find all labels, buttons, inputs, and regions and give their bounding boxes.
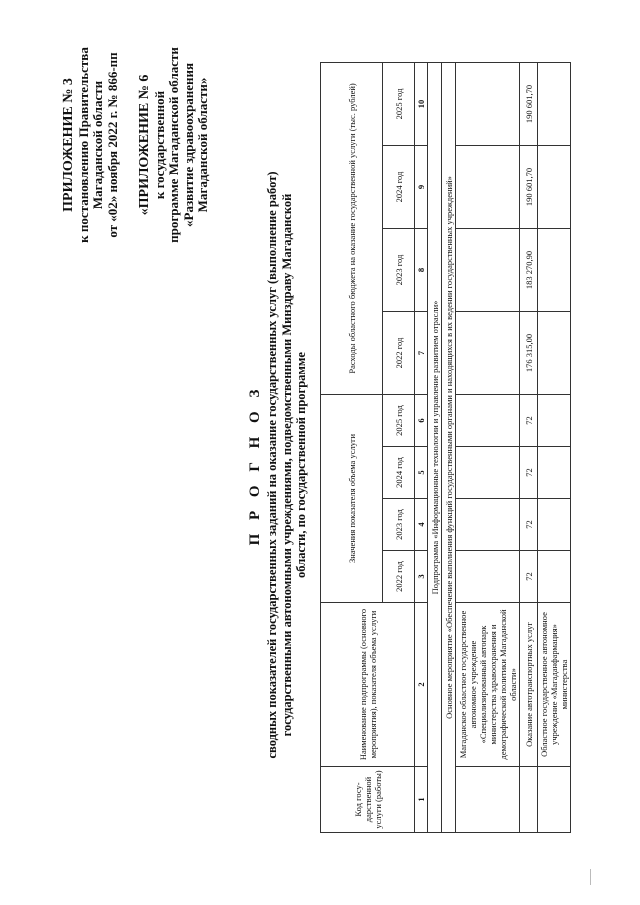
cell-volume	[538, 499, 571, 551]
header-year: 2024 год	[383, 145, 415, 228]
cell-budget	[456, 145, 520, 228]
cell-budget	[538, 145, 571, 228]
previous-appendix-line: «Развитие здравоохранения	[180, 63, 196, 227]
appendix-title: ПРИЛОЖЕНИЕ № 3	[61, 78, 76, 212]
cell-budget: 183 270,90	[520, 228, 538, 311]
forecast-table	[320, 62, 571, 833]
header-year: 2025 год	[383, 394, 415, 446]
table-row	[538, 62, 571, 832]
cell-budget	[456, 311, 520, 394]
cell-volume	[456, 499, 520, 551]
cell-code	[538, 767, 571, 833]
cell-volume	[538, 551, 571, 603]
cell-volume: 72	[520, 394, 538, 446]
header-year: 2023 год	[383, 228, 415, 311]
column-number: 5	[415, 447, 428, 499]
cell-volume	[538, 447, 571, 499]
cell-code	[520, 767, 538, 833]
cell-name: Областное государственное автономное учреждение «Магаданфармация» министерства	[538, 603, 571, 767]
title-line: государственными автономными учреждениями, подведомственными Минздраву Магаданской	[279, 193, 294, 737]
cell-budget: 176 315,00	[520, 311, 538, 394]
header-year: 2024 год	[383, 447, 415, 499]
title-heading: П Р О Г Н О З	[247, 384, 263, 546]
appendix-line: от «02» ноября 2022 г. № 866-пп	[104, 52, 120, 238]
previous-appendix-line: Магаданской области»	[195, 77, 210, 213]
header-budget-group: Расходы областного бюджета на оказание государственной услуги (тыс. рублей)	[321, 62, 383, 394]
column-number: 10	[415, 62, 428, 145]
cell-code	[456, 767, 520, 833]
column-number: 7	[415, 311, 428, 394]
previous-appendix-line: программе Магаданской области	[166, 47, 181, 243]
title-line: сводных показателей государственных заданий на оказание государственных услуг (выполнение работ)	[265, 171, 279, 759]
cell-name: Оказание автотранспортных услуг	[520, 603, 538, 767]
previous-appendix-title: «ПРИЛОЖЕНИЕ № 6	[137, 74, 152, 216]
cell-volume: 72	[520, 499, 538, 551]
cell-budget	[456, 62, 520, 145]
cell-budget: 190 601,70	[520, 145, 538, 228]
cell-volume	[456, 394, 520, 446]
column-number: 6	[415, 394, 428, 446]
previous-appendix-header	[138, 5, 211, 285]
cell-budget	[538, 228, 571, 311]
cell-name: Магаданское областное государственное автономное учреждение «Специализированный автопарк министерства здравоохранения и демографической политики Магаданской области»	[456, 603, 520, 767]
cell-budget	[456, 228, 520, 311]
header-year: 2022 год	[383, 551, 415, 603]
column-number: 9	[415, 145, 428, 228]
scan-mark	[590, 869, 591, 885]
title-line: области, по государственной программе	[294, 352, 308, 578]
table-row	[456, 62, 520, 832]
header-code: Код госу-дарственной услуги (работы)	[321, 767, 415, 833]
appendix-line: к постановлению Правительства	[75, 47, 91, 243]
document-title	[245, 85, 309, 845]
subprogram-row: Подпрограмма «Информационные технологии и управление развитием отрасли»	[428, 62, 442, 832]
column-number: 1	[415, 767, 428, 833]
cell-budget: 190 601,70	[520, 62, 538, 145]
header-year: 2025 год	[383, 62, 415, 145]
cell-volume	[456, 551, 520, 603]
table-row	[520, 62, 538, 832]
cell-volume: 72	[520, 551, 538, 603]
cell-volume: 72	[520, 447, 538, 499]
cell-volume	[538, 394, 571, 446]
column-number: 8	[415, 228, 428, 311]
column-number: 2	[415, 603, 428, 767]
main-activity-row: Основное мероприятие «Обеспечение выполнения функций государственными органами и находящихся в их ведении государственных учреждений»	[442, 62, 456, 832]
cell-volume	[456, 447, 520, 499]
header-name: Наименование подпрограммы (основного мероприятия), показателя объема услуги	[321, 603, 415, 767]
appendix-header	[62, 5, 120, 285]
header-year: 2022 год	[383, 311, 415, 394]
column-number: 3	[415, 551, 428, 603]
appendix-line: Магаданской области	[90, 80, 105, 210]
column-number: 4	[415, 499, 428, 551]
cell-budget	[538, 311, 571, 394]
header-year: 2023 год	[383, 499, 415, 551]
previous-appendix-line: к государственной	[151, 90, 167, 200]
header-volume-group: Значения показателя объема услуги	[321, 394, 383, 602]
cell-budget	[538, 62, 571, 145]
